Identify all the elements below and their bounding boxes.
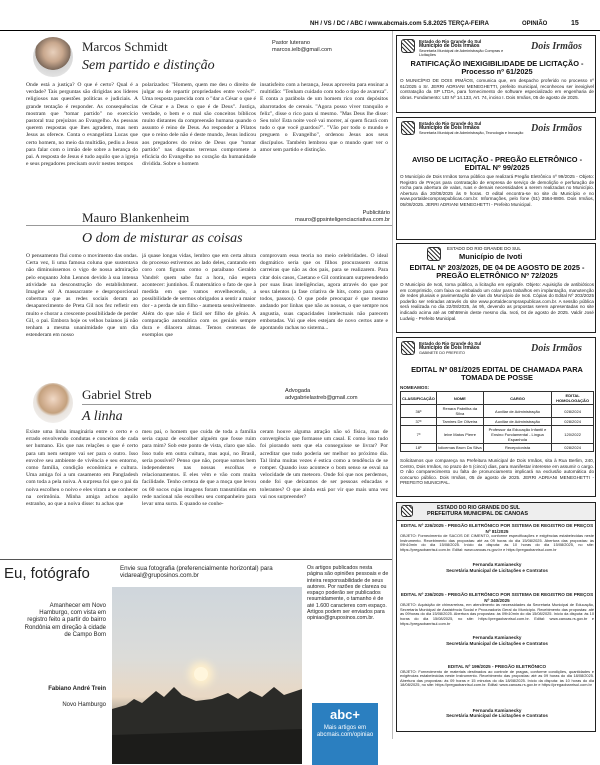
legal-notice <box>396 243 596 333</box>
notice-state: Estado do Rio Grande do Sul <box>419 39 482 44</box>
coat-of-arms-icon <box>401 341 415 355</box>
divider <box>82 404 392 405</box>
column-separator <box>392 31 393 739</box>
notice-dept: Secretaria Municipal de Administração, Tecnologia e Inovação <box>419 131 524 135</box>
author-photo <box>33 37 73 77</box>
table-cell: 028/2024 <box>552 418 594 426</box>
photo-caption: Amanhecer em Novo Hamburgo, com vista em registro feito a partir do bairro Rondônia em direção à cidade de Campo Bom <box>24 603 106 638</box>
notice-city: Município de Ivoti <box>459 252 523 261</box>
table-row <box>401 418 594 426</box>
table-cell: Recepcionista <box>483 444 551 452</box>
notice-dept: GABINETE DO PREFEITO <box>419 351 465 355</box>
page-number: 15 <box>571 20 579 27</box>
notice-city: PREFEITURA MUNICIPAL DE CANOAS <box>427 511 529 517</box>
article-title: Sem partido e distinção <box>82 58 215 73</box>
article-text: Existe uma linha imaginária entre o certo e o errado envolvendo condutas e conceitos de cada ser humano. Eis que nas relações o que é certo para um nem sempre vai ser para o outro. Isso envolve seu ambiente de vivência e seu entorno, como família, condição econômica e cultura. Uma amiga foi a um casamento em Pangladesh com toda a pela noiva. A surpresa foi que o pai da noiva escolheu o noivo e eles viram a se conhecer na cerimônia. Minha amiga achou aquilo estranho, ao que a noiva disse: tu achas que <box>26 429 138 508</box>
author-role: Advogada <box>285 388 311 394</box>
col-header: CARGO <box>483 392 551 405</box>
coat-of-arms-icon <box>401 39 415 53</box>
coat-of-arms-icon <box>401 505 413 517</box>
col-header: CLASSIFICAÇÃO <box>401 392 437 405</box>
page-header <box>0 0 600 30</box>
table-cell: 36º <box>401 405 437 418</box>
table-cell: 028/2024 <box>552 444 594 452</box>
author-name: Gabriel Streb <box>82 387 152 402</box>
section-name: OPINIÃO <box>522 21 548 27</box>
notice-state: ESTADO DO RIO GRANDE DO SUL <box>437 505 520 511</box>
item-sign: Fernanda Kamianecky <box>472 707 522 713</box>
table-row <box>401 405 594 418</box>
author-photo <box>33 383 73 423</box>
notice-state: Estado do Rio Grande do Sul <box>419 341 482 346</box>
coat-of-arms-icon <box>427 247 441 261</box>
item-sign: Fernanda Kamianecky <box>472 562 522 568</box>
table-cell: 7º <box>401 426 437 444</box>
col-header: EDITAL HOMOLOGAÇÃO <box>552 392 594 405</box>
item-head: EDITAL Nº 226/2025 - PREGÃO ELETRÔNICO POR SISTEMA DE REGISTRO DE PREÇOS Nº 81/2025 <box>400 523 594 534</box>
article-text: insatisfeito com a herança, Jesus aproveita para ensinar a multidão: "Tenham cuidado com todo o tipo de avareza". E conta a parábola de um homem rico com depósitos abarrotados de cereais. "Agora posso viver tranquilo e feliz", disse o rico para si mesmo. "Mas Deus lhe disse: Seu tolo! Esta noite você vai morrer, aí quem ficará com tudo o que você guardou?". "Vão por todo o mundo e preguem o Evangelho", ordenou Jesus aos seus discípulos. Também lembrou que o mundo quer ver o amor sem partido e distinção. <box>260 82 388 153</box>
table-cell: Professor da Educação Infantil e Ensino Fundamental - Língua Espanhola <box>483 426 551 444</box>
item-head: EDITAL Nº 236/2025 - PREGÃO ELETRÔNICO POR SISTEMA DE REGISTRO DE PREÇOS Nº 340/2025 <box>400 592 594 603</box>
promo-text: Mais artigos em abcmais.com/opiniao <box>316 725 374 738</box>
article-text: ceram houve alguma atração não só física, mas de convergência que formasse um casal. E como isso tudo foi piorando sem que ela conseguisse se livrar? Por acreditar que tudo poderia ser melhor no próximo dia. Tal linha muitas vezes é estica como a tendência de se romper. Quando isso acontece o bom senso se esvai na velocidade de um meteoro. Onde foi que nos perdemos, onde foi que deixamos de ser pessoas educadas e tolerantes? O que ainda está por vir que mais uma vez vai nos surpreender? <box>260 429 388 500</box>
table-cell: Renara Pabrilha da Silva <box>436 405 483 418</box>
item-sign: Fernanda Kamianecky <box>472 635 522 641</box>
photographer-city: Novo Hamburgo <box>62 702 106 708</box>
city-logo: Dois Irmãos <box>531 123 582 134</box>
item-body: OBJETO: Aquisição de chimarreiras, em atendimento às necessidades da Secretaria Municipal de Educação, Secretaria Municipal de Assistência Social e Procuradoria Geral do Município. Recebimento das propostas: até as 09horas do dia 15/08/2025. Abertura das propostas: às 09h10min do dia 15/08/2025. Início da disputa: às 10 horas do dia 15/08/2025, no site: https://pregaobanrisul.com.br. Edital: www.canoas.rs.gov.br e https://pregaobanrisul.com.br <box>400 603 594 626</box>
notice-city: Município de Dois Irmãos <box>419 43 480 49</box>
divider <box>26 225 392 226</box>
author-email: advgabrielastreb@gmail.com <box>285 395 358 401</box>
notice-label: NOMEAMOS: <box>400 385 430 390</box>
nominees-table <box>400 391 594 452</box>
author-email: marcos.ielb@gmail.com <box>272 47 332 53</box>
notice-text: O MUNICÍPIO DE DOIS IRMÃOS, comunica que, em despacho proferido no processo nº 61/2025 o Sr. JERRI ADRIANI MENEGHETTI, prefeito municipal, reconheceu ser inexigível contratação da SP LTDA, para fornecimento de software especializado em engenharia de obras. Fundamento: LEI Nº 14.133, Art. 74, inciso I. Dois Irmãos, 05 de agosto de 2025. <box>400 78 594 100</box>
col-header: NOME <box>436 392 483 405</box>
notice-text: Solicitamos que compareça na Prefeitura Municipal de Dois Irmãos, sita à Rua Berlim, 240, Centro, Dois Irmãos, no prazo de 5 (cinco) dias, para manifestar interesse em assumir o cargo. O não comparecimento ou falta de pronunciamento implicará na exclusão automática do concurso público. Dois Irmãos, 05 de agosto de 2025. JERRI ADRIANI MENEGHETTI - PREFEITO MUNICIPAL. <box>400 458 594 486</box>
article-text: comprovam essa teoria no meio celebridades. O ideal dogmático seria que os filhos procurassem outras carreiras que não as dos pais, para se realizarem. Para citar dois casos, Caetano e Gil continuam surpreendendo por suas lisas inteligências, agora através do que por seus talentos (a fase criativa de hits, como para quase todos, passou). O que pode preocupar é que mesmo andando por linhas que não as nossas, o que sempre nos angustia, suas capacidades intelectuais não parecem embotadas. Vai que eles estejam de novo certos ante e apontando rachas no sistema... <box>260 253 388 332</box>
notice-text: O Município de Ivoti, torna público, a licitação em epígrafe. Objeto: Aquisição de antibióticos em comprimido, com faixa ou embalado um colar para trabalhos em implantação, manutenção de redes pluviais e pavimentação de vias do Município de Ivoti. Cópias do Edital Nº 203/2025 poderão ser retiradas através do site www.portaldecompraspublicas.com.br. A sessão pública será realizada no dia 22/08/2025, às 9h, devendo as propostas serem apresentadas no site indicado acima até as 08h59min deste mesmo dia. Ivoti, 04 de agosto de 2025. Valdir José Ludwig - Prefeito Municipal. <box>400 282 594 321</box>
city-logo: Dois Irmãos <box>531 343 582 354</box>
article-text: polarizados: "Homem, quem me deu o direito de julgar ou de repartir propriedades entre vocês?". Uma resposta parecida com o "dar a César o que é de César e a Deus o que é de Deus". Justiça, verdade, o bem e o mal são conceitos bíblicos muito distantes da compreensão humana quando o assunto é reino de Deus. Ao responder a Pilatos que o reino dele não é deste mundo, Jesus indicou aos pregadores do reino de Deus que "tomar partido" nas disputas terrenas compromete a eficácia do Evangelho no coração da humanidade dividida. Sobre o homem <box>142 82 256 168</box>
notice-title: EDITAL Nº 081/2025 EDITAL DE CHAMADA PARA TOMADA DE POSSE <box>411 365 583 383</box>
article-title: A linha <box>82 409 123 424</box>
author-role: Pastor luterano <box>272 40 310 46</box>
table-cell: Iolicemas Brum Da Silva <box>438 445 482 450</box>
author-role: Publicitário <box>362 210 390 216</box>
notice-title: RATIFICAÇÃO INEXIGIBILIDADE DE LICITAÇÃO - Processo nº 61/2025 <box>410 59 584 77</box>
notice-text: O Município de Dois Irmãos torna público que realizará Pregão Eletrônico nº 99/2025 - Objeto: Registro de Preços para contratação de empresa de serviço de demolição e perfuração de rocha para abertura de valas, ruas e demais necessidades a serem realizadas no Município. Abertura dia 20/08/2025 às 9 horas. O edital encontra-se no site do Município e no www.portaldecompraspublicas.com.br. Informações, pelo fone (51) 3564-8806. Dois Irmãos, 05/08/2025. JERRI ADRIANI MENEGHETTI - Prefeito Municipal. <box>400 174 594 207</box>
table-cell: 18º <box>401 444 437 452</box>
canoas-item <box>400 664 594 719</box>
canoas-item <box>400 523 594 573</box>
disclaimer: Os artigos publicados nesta página são opiniões pessoais e de inteira responsabilidade de seus autores. Por razões de clareza ou espaço poderão ser publicados resumidamente, o tamanho é de até 1.600 caracteres com espaço. Artigos podem ser enviados para opiniao@gruposinos.com.br. <box>307 565 389 622</box>
divider <box>0 559 392 560</box>
item-office: Secretária Municipal de Licitações e Contratos <box>446 567 548 573</box>
notice-dept: Secretaria Municipal de Administração Compras e Licitações <box>419 49 504 58</box>
canoas-item <box>400 592 594 646</box>
notice-title: AVISO DE LICITAÇÃO - PREGÃO ELETRÔNICO - EDITAL Nº 99/2025 <box>411 155 583 173</box>
abc-logo: abc+ <box>330 707 360 722</box>
table-cell: 37º <box>401 418 437 426</box>
notice-city: Município de Dois Irmãos <box>419 125 480 131</box>
table-cell: 028/2024 <box>552 405 594 418</box>
table-cell: Auxiliar de Administração <box>483 405 551 418</box>
coat-of-arms-icon <box>401 121 415 135</box>
publication-line: NH / VS / DC / ABC / www.abcmais.com 5.8.2025 TERÇA-FEIRA <box>310 21 489 27</box>
item-body: OBJETO: Fornecimento de SACOS DE CIMENTO, conforme especificações e exigências estabelecidas neste Instrumento. Recebimento das propostas: até as 09 horas do dia 15/08/2025. Abertura das propostas: às 09h10min do dia 15/08/2025. Início da disputa: às 10 horas do dia 15/08/2025, no site: https://pregaobanrisul.com.br. Edital: www.canoas.rs.gov.br e https://pregaobanrisul.com.br <box>400 534 594 552</box>
notice-city: Município de Dois Irmãos <box>419 345 480 351</box>
sunrise-photo <box>112 587 302 764</box>
table-cell: Auxiliar de Administração <box>483 418 551 426</box>
legal-notice <box>396 35 596 113</box>
legal-notice <box>396 502 596 732</box>
notice-header <box>397 503 595 521</box>
notice-state: Estado do Rio Grande do Sul <box>419 121 482 126</box>
photographer-name: Fabiano André Trein <box>48 686 106 692</box>
table-row <box>401 426 594 444</box>
author-name: Mauro Blankenheim <box>82 210 190 225</box>
photo-section-title: Eu, fotógrafo <box>4 565 90 582</box>
legal-notice <box>396 117 596 240</box>
promo-box[interactable] <box>312 703 378 765</box>
article-text: Onde está a justiça? O que é certo? Qual é a verdade? Tais perguntas são dirigidas aos líderes religiosos nas questões políticas e judiciais. A grande tentação é responder. As consequências mostram que "tomar partido" no exercício pastoral traz prejuízos ao Evangelho. As pessoas querem respostas que lhes agradem, mas nem Jesus as oferece. Conta o evangelista Lucas que certo homem, no meio da multidão, pediu a Jesus para falar com o irmão dele sobre a herança do pai. A resposta de Jesus é tudo aquilo que a igreja e seus pregadores precisam ouvir nestes tempos <box>26 82 138 168</box>
item-head: EDITAL Nº 199/2025 - PREGÃO ELETRÔNICO <box>447 664 547 669</box>
author-name: Marcos Schmidt <box>82 39 168 54</box>
article-text: O pensamento flui como o movimento das ondas. Certa vez, li uma famosa coluna que sustentava não diminuíssemos o vigo de nossa admiração pelo enquanto John Lennon devido à sua intensa atividade na desconstrução do establishment. Imagine só! A massacrante e desproporcional cobertura que as redes sociais deram ao desaparecimento de Preta Gil nos fez refletir em muito e chorar a crescente possibilidade de perder Gil, o pai. Embora hoje os velhos baianos já não tenham a mesma unanimidade que um dia estenderam em nosso <box>26 253 138 339</box>
article-title: O dom de misturar as coisas <box>82 231 243 246</box>
notice-state: ESTADO DO RIO GRANDE DO SUL <box>447 246 521 251</box>
item-office: Secretária Municipal de Licitações e Contratos <box>446 713 548 719</box>
article-text: já quase longas vidas, lembro que em certa altura do processo estivemos ao lado deles, cantando em coro com figuras como o paraibano Geraldo Vandré: quem sabe faz a hora, não espera acontecer: juntinhos. É matemático o fato de que à medida em que vamos envelhecendo, a possibilidade de sermos obrigados a sentir a maior dor - a perda de um filho - aumenta sensivelmente. Além do que não é fácil ser filho de gênio. A comparação automática com os geniais sempre dura e dilacera almas. Temos centenas de exemplos que <box>142 253 256 339</box>
item-body: OBJETO: Fornecimento de materiais destinados ao controle de pragas, conforme condições, quantidades e exigências estabelecidas neste Instrumento. Recebimento das propostas: até as 09 horas do dia 18/08/2025. Abertura das propostas: às 09 horas e 15 minutos do dia 18/08/2025. Início da disputa: às 10 horas do dia 18/08/2025, no site: https://pregaobanrisul.com.br. Edital: www.canoas.rs.gov.br e https://pregaobanrisul.com.br <box>400 669 594 688</box>
legal-notice <box>396 337 596 497</box>
photo-section-subtitle: Envie sua fotografia (preferencialmente horizontal) para vidareal@gruposinos.com.br <box>120 565 273 580</box>
table-cell: 120/2022 <box>552 426 594 444</box>
table-cell: Tamires De Oliveira <box>436 418 483 426</box>
opinion-column <box>0 31 392 739</box>
article-text: meu pai, o homem que cuida de toda a família seria capaz de escolher alguém que fosse ruim para mim? Sob este ponto de vista, claro que não. Isso tudo em outra cultura, mas aqui, no Brasil, seria possível? Penso que não, porque somos bem independentes nas nossas escolhas e relacionamentos. E eles vêm e vão com muita facilidade. Tenho certeza de que a moça que levou os 60 socos cujas imagens foram transmitidas em rede nacional não escolheu seu companheiro para levar uma surra. E quando se conhe- <box>142 429 256 508</box>
table-cell: Ieive Matos Pierre <box>436 426 483 444</box>
photo-silhouette <box>112 587 302 764</box>
city-logo: Dois Irmãos <box>531 41 582 52</box>
notice-title: EDITAL Nº 203/2025, DE 04 DE AGOSTO DE 2025 - PREGÃO ELETRÔNICO Nº 72/2025 <box>409 263 585 281</box>
table-row <box>401 444 594 452</box>
item-office: Secretária Municipal de Licitações e Contratos <box>446 640 548 646</box>
author-email: mauro@gpsinteligenciacriativa.com.br <box>295 217 390 223</box>
